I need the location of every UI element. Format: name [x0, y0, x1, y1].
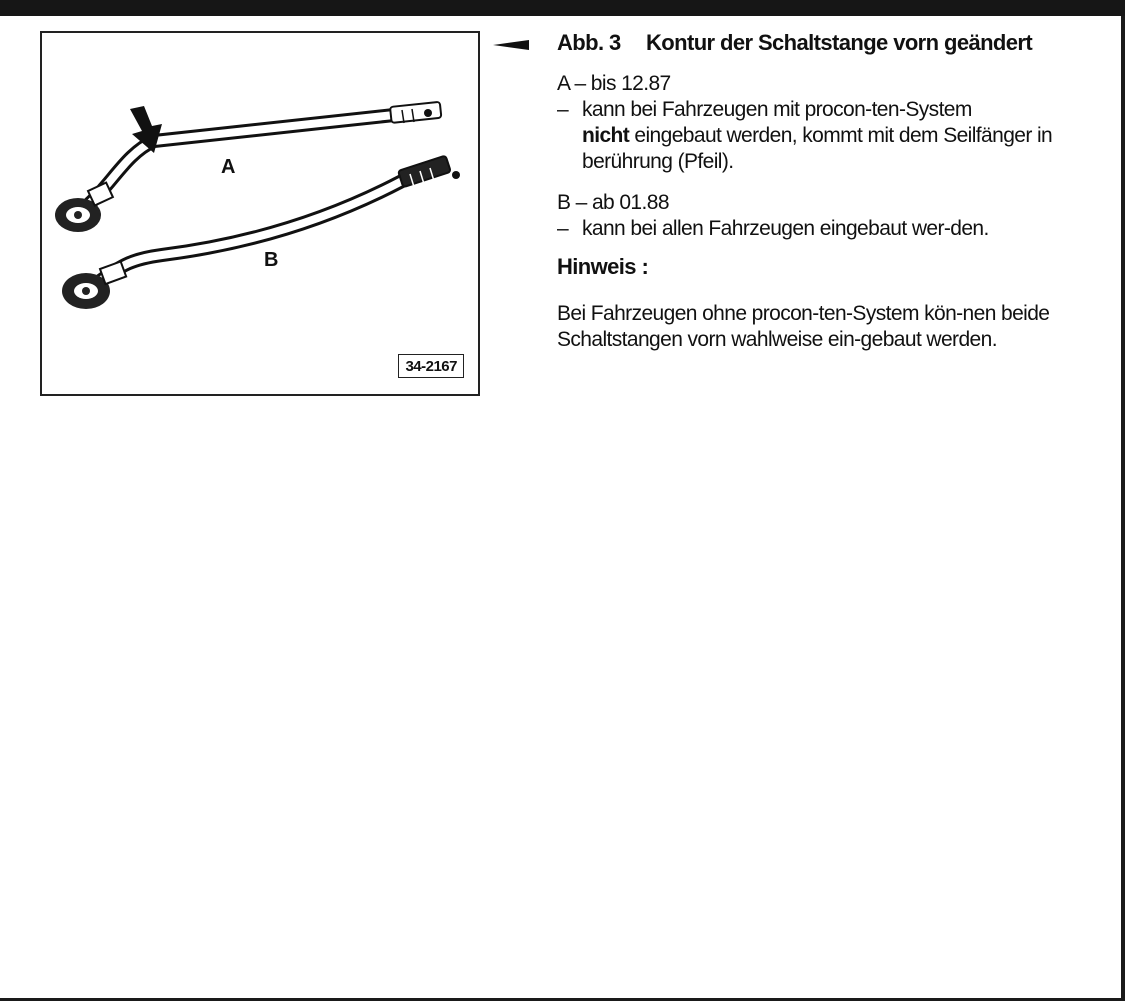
dash: – — [557, 98, 569, 121]
text-column — [557, 30, 1097, 353]
shift-rods-drawing — [42, 33, 478, 394]
label-b: B — [264, 249, 279, 271]
item-a-desc-strong: nicht — [582, 124, 630, 147]
item-a-desc-rest: eingebaut werden, kommt mit dem Seilfänger in berührung (Pfeil). — [582, 124, 1053, 173]
shift-rod-b — [62, 156, 460, 309]
item-b-desc-text: kann bei allen Fahrzeugen eingebaut wer-den. — [582, 217, 989, 240]
note-heading: Hinweis : — [557, 254, 649, 279]
figure-caption — [557, 30, 1097, 56]
item-b-desc — [557, 216, 1097, 242]
caption-title: Kontur der Schaltstange vorn geändert — [646, 30, 1033, 55]
right-edge — [1121, 16, 1125, 1001]
shift-rod-a — [55, 102, 441, 232]
note-text: Bei Fahrzeugen ohne procon-ten-System kön-nen beide Schaltstangen vorn wahlweise ein-gebaut werden. — [557, 302, 1050, 351]
label-a: A — [221, 156, 236, 178]
pointer-arrow-icon — [493, 40, 529, 50]
figure-number: 34-2167 — [398, 354, 464, 378]
item-a-head: A – bis 12.87 — [557, 72, 671, 95]
caption-number: Abb. 3 — [557, 30, 621, 55]
item-a-desc — [557, 97, 1097, 175]
figure-illustration — [40, 31, 480, 396]
item-b-head: B – ab 01.88 — [557, 191, 669, 214]
dash: – — [557, 217, 569, 240]
item-a-desc-text: kann bei Fahrzeugen mit procon-ten-System — [582, 98, 972, 121]
top-bar — [0, 0, 1125, 16]
